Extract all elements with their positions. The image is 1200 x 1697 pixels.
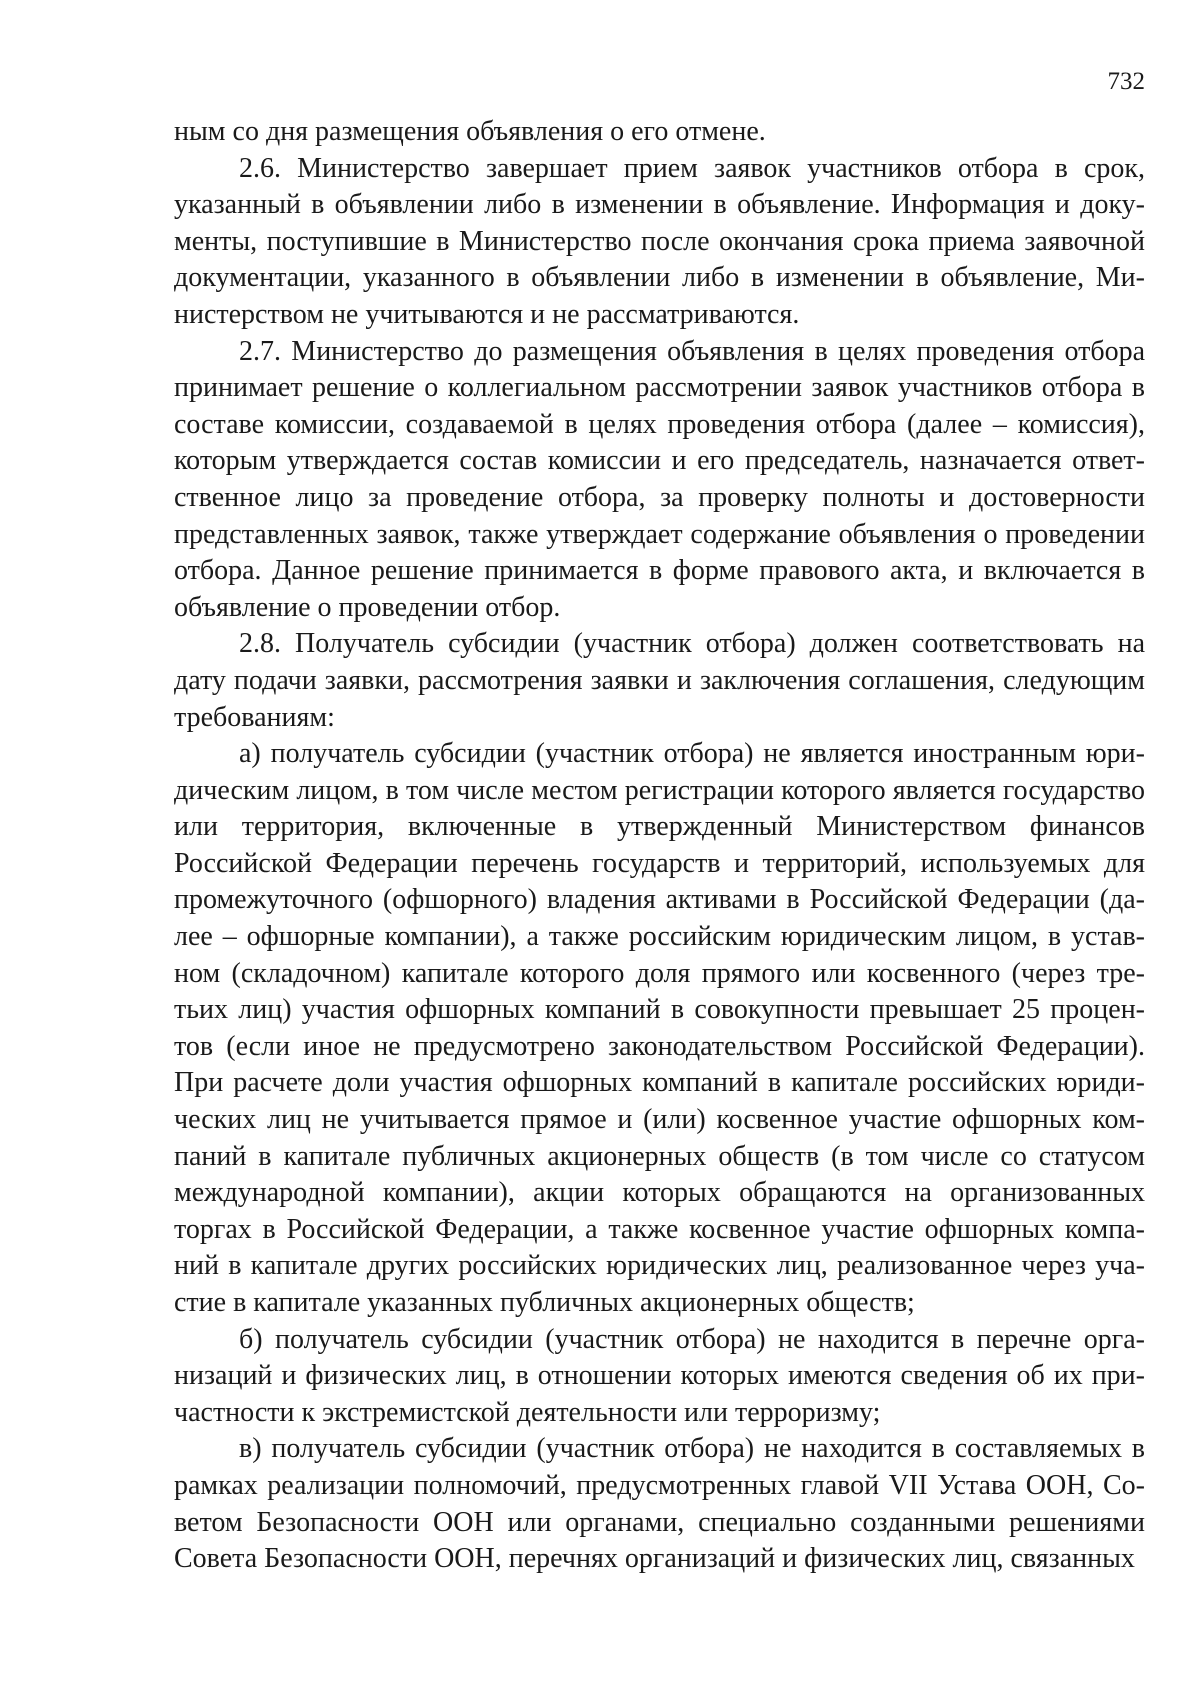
paragraph-2-7: 2.7. Министерство до размещения объявления в целях проведения отбора принимает решение о коллегиальном рассмотрении заявок участников отбора в составе комиссии, создаваемой в целях проведения отбора (далее – комиссия), которым утверждается состав комиссии и его председатель, назначается ответственное лицо за проведение отбора, за проверку полноты и достоверности представленных заявок, также утверждает содержание объявления о проведении отбора. Данное решение принимается в форме правового акта, и включается в объявление о проведении отбор. — [174, 335, 1145, 623]
document-body — [174, 114, 1145, 1578]
paragraph-continuation: ным со дня размещения объявления о его отмене. — [174, 116, 766, 147]
paragraph-2-8-b: б) получатель субсидии (участник отбора) не находится в перечне организаций и физических лиц, в отношении которых имеются сведения об их причастности к экстремистской деятельности или терроризму; — [174, 1323, 1145, 1428]
paragraph-2-8: 2.8. Получатель субсидии (участник отбора) должен соответствовать на дату подачи заявки, рассмотрения заявки и заключения соглашения, следующим требованиям: — [174, 628, 1145, 733]
paragraph-2-8-a: а) получатель субсидии (участник отбора) не является иностранным юридическим лицом, в том числе местом регистрации которого является государство или территория, включенные в утвержденный Министерством финансов Российской Федерации перечень государств и территорий, используемых для промежуточного (офшорного) владения активами в Российской Федерации (далее – офшорные компании), а также российским юридическим лицом, в уставном (складочном) капитале которого доля прямого или косвенного (через третьих лиц) участия офшорных компаний в совокупности превышает 25 процентов (если иное не предусмотрено законодательством Российской Федерации). При расчете доли участия офшорных компаний в капитале российских юридических лиц не учитывается прямое и (или) косвенное участие офшорных компаний в капитале публичных акционерных обществ (в том числе со статусом международной компании), акции которых обращаются на организованных торгах в Российской Федерации, а также косвенное участие офшорных компаний в капитале других российских юридических лиц, реализованное через участие в капитале указанных публичных акционерных обществ; — [174, 738, 1145, 1318]
paragraph-2-6: 2.6. Министерство завершает прием заявок участников отбора в срок, указанный в объявлении либо в изменении в объявление. Информация и документы, поступившие в Министерство после окончания срока приема заявочной документации, указанного в объявлении либо в изменении в объявление, Министерством не учитываются и не рассматриваются. — [174, 152, 1145, 330]
page-number: 732 — [1107, 68, 1145, 95]
paragraph-2-8-v: в) получатель субсидии (участник отбора) не находится в составляемых в рамках реализации полномочий, предусмотренных главой VII Устава ООН, Советом Безопасности ООН или органами, специально созданными решениями Совета Безопасности ООН, перечнях организаций и физических лиц, связанных — [174, 1433, 1145, 1575]
